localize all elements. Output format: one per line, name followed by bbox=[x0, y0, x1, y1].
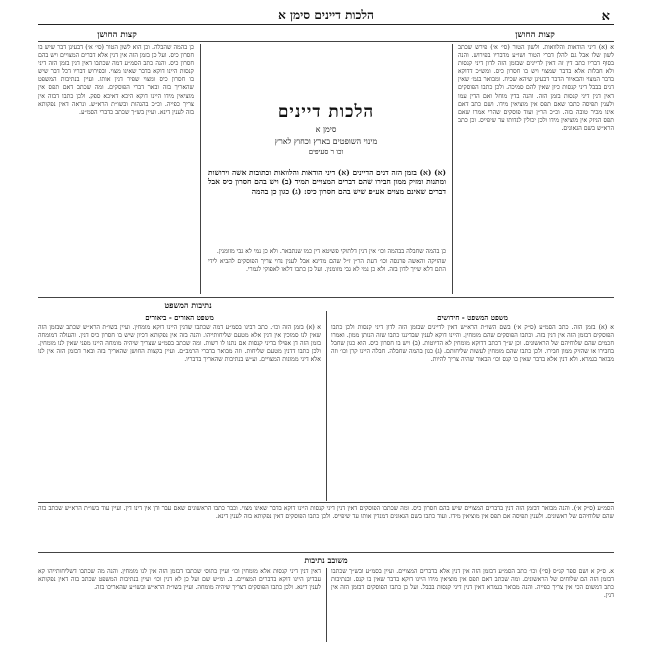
column-rule-right bbox=[452, 44, 453, 294]
netivot-right-column bbox=[331, 324, 614, 500]
siman-label: סימן א bbox=[315, 125, 337, 134]
netivot-right-text: א (א) בזמן הזה. כתב הסמ״ע (ס״ק א׳) בשם השו״ת הרא״ש דאין לדיינים שבזמן הזה לדון דיני קנסות ולכן כתבו הפוסקים דבזמן הזה אין דנין בזה. וכתבו הפוסקים שהם מומחין. והיינו דוקא לענין שבדיננו כתבו שזה הנותן ממון. ואמרו חכמים שהם שלוחיהם של הראשונים. וכן ש״ך דכתב דדוקא מומחין לא הדיוטות. (ב) ויש בו חסרון כיס. הוא כגון שחבל בחבירו או שהזיק ממון חבירו. ולכן כתבו שהם מומחין לעשות שליחותם. (ג) כגון בהמה שחבלה. חבלה היינו קרן וכו׳ וזה מבואר בגמרא. ולא דנין אלא בדבר שאין בו קנס וכו׳ הבאור שהיה צריך להיות. bbox=[331, 324, 614, 364]
page-letter: א bbox=[601, 9, 610, 24]
bottom-title: משובב נתיבות bbox=[304, 555, 348, 565]
main-title: הלכות דיינים bbox=[277, 102, 375, 122]
netivot-left-text: א (א) בזמן הזה וכו׳. כתב רבינו בסמ״ע דמה שכתבו שדנין היינו דוקא מומחין. ועיין בשו״ת הרא״ש שכתב שבזמן הזה שאין לנו סמוכין אין דנין אלא מטעם שליחותייהו. והנה בזה אין נפקותא דכיון שיש בו חסרון כיס דנין. והעולה דמומחה בזמן הזה דן אפילו בדיני קנסות אם נתנו לו רשות. ומה שכתב בסמ״ע שצריך שיהיה מומחה היינו מפני שאין לנו מומחין. ולכן כתבו דדנין מטעם שליחות. וזה מבואר בדברי הרמב״ם. ועיין בקצות החושן שהאריך בזה ובאר דבזמן הזה אין לנו אלא דיני ממונות המצויים. וע״ש בנתיבות שהאריך בדבריו. bbox=[38, 324, 321, 364]
top-left-label: קצות החושן bbox=[97, 30, 137, 40]
lower-wide-column bbox=[38, 505, 614, 549]
main-after-text: כן בהמה שחבלה בבהמה וכו׳ אין דנין דלתוקי פשיטא דין כמו שנתבאר. ולא כן נמי לא גבי מזומנין. bbox=[216, 248, 446, 255]
bottom-rule bbox=[38, 552, 614, 553]
column-rule-center bbox=[326, 311, 327, 501]
bottom-left-column bbox=[38, 568, 321, 642]
kzot-left-column bbox=[38, 44, 194, 294]
kzot-right-tail: שהזיקה והאשה פרנסה וכו׳ דעת הר״ן ז״ל שהם מדינא אבל לענין נדוי צריך הפוסקים להביא לידי התם דלא שייך לדון בזה. ולא כן נמי לא גבי מזומנין. ועל כן כתבו דלאו לאפוקי לגמרי. bbox=[208, 258, 446, 274]
siman-subtitle: מינוי השופטים בארץ וכחוץ לארץ bbox=[274, 137, 378, 146]
kzot-right-text: א (א) דיני הודאות והלוואות. ולשון הטור (סי׳ א׳) פירש שכתב לשון שלו אבל גם להלן דברי הטור ושו״ע מדבריו בפירוש. והנה בסוף דבריו כתב דין זה דאין לדיינים שבזמן הזה לדון דיני קנסות ולא חבלות אלא בדבר שמצוי ויש בו חסרון כיס. ומש״כ דדוקא בדבר המצוי והבאיור הדבר דבעינן שיהא שכיח. ומבואר בגמ׳ שאין דנים בבבל דיני קנסות כיון שאין להם סמיכה. ולכן כתבו הפוסקים דאין דנין דיני קנסות בזמן הזה. והנה בדין מוחל ואם הדין עמו ולענין תפיסה כתבו שאם תפס אין מוציאין מידו. ושם כתב דאם אינו מכיר טובה בזה. וכ״כ הר״ן ועוד פוסקים שהרי אמרו שאם תפס הניזק אין מוציאין מידו ולכן יכולין לנדותו עד שיפייס. וכן כתב הרא״ש בשם הגאונים. bbox=[458, 44, 614, 132]
kzot-left-text: כן בהמה שהבלה. וכן הוא לשון הטור (סי׳ א׳) דבעינן דבר שיש בו חסרון כיס. ועל כן בזמן הזה אין דנין אלא דברים המצויים ויש בהם חסרון כיס. והנה כתב הסמ״ע דמה שכתבו דאין דנין בזמן הזה דיני קנסות היינו דוקא בדבר שאינו מצוי. ובפירוש דבריו דכל דבר שיש בו חסרון כיס ומצוי שפיר דנין אותו. ועיין בנתיבות המשפט שהאריך בזה ובאר דברי הפוסקים. ומה שכתב דאם תפס אין מוציאין מידו היינו דוקא היכא דאיכא ספק. ולכן כתבו דבזה אין צריך כפייה. וכ״כ בהגהות ובשו״ת הרא״ש. ונראה דאין נפקותא בזה לענין דינא. ועיין בש״ך שכתב כדברי הסמ״ע. bbox=[38, 44, 194, 116]
page bbox=[38, 8, 614, 642]
lower-wide-text: הסמ״ע (ס״ק א׳). והנה מבואר דבזמן הזה דנין בדברים המצויים שיש בהם חסרון כיס. ומה שכתבו הפוסקים דאין דנין דיני קנסות היינו דוקא בדבר שאינו מצוי. וכבר כתבו הראשונים שאם עבר ודן אין דינו דין. ועיין עוד בשו״ת הרא״ש שכתב בזה שהם שלוחיהם של ראשונים. ולענין תפיסה אם תפס אין מוציאין מידו. ועוד כתבו בשם הגאונים דמנדין אותו עד שיפייס. ולכן כתבו הפוסקים דאין נפקותא בזה לענין דינא. bbox=[38, 505, 614, 521]
running-head-title: הלכות דיינים סימן א bbox=[278, 8, 374, 22]
right-middle-title: משפט המשפט - חידושים bbox=[437, 313, 508, 322]
left-middle-sub: משפט האורים - ביאורים bbox=[145, 313, 214, 322]
siman-sub2: וכו ר סעיפים bbox=[308, 148, 344, 156]
running-head bbox=[38, 8, 614, 25]
bottom-left-text: דאין דנין דיני קנסות אלא מומחין וכו׳ ועיין בתוס׳ שכתבו דבזמן הזה אין לנו מומחין. והנה מה שכתבו דשליחותייהו קא עבדינן היינו דוקא בדברים המצויים. ב. ומ״ש שם ועל כן לא דנין וכו׳ ועיין בנתיבות המשפט שכתב בזה דאין נפקותא לענין דינא. ולכן כתבו הפוסקים דצריך שיהיה מומחה. ועיין בשו״ת הרא״ש ובשו״ע שהאריכו בזה. bbox=[38, 568, 321, 592]
main-after-block bbox=[208, 248, 446, 292]
bottom-right-text: א. ס״ק א ושם ספר קנ״ס (סי׳) וכו׳ כתב הסמ״ע דבזמן הזה אין דנין אלא בדברים המצויים. ועיין בסמ״ע ובש״ך שכתבו דבזמן הזה הם שלוחים של הראשונים. ומה שכתב דאם תפס אין מוציאין מידו היינו דוקא בדבר שאין בו קנס. ובנתיבות כתב דמשום הכי אין צריך כפייה. והנה מבואר בגמרא דאין דנין דיני קנסות בבבל. ועל כן כתבו הפוסקים דבזמן הזה אין דנין. bbox=[331, 568, 614, 600]
top-right-label: קצות החושן bbox=[515, 30, 555, 40]
column-rule-bottom bbox=[326, 568, 327, 642]
lower-rule bbox=[38, 502, 614, 503]
kzot-right-column bbox=[458, 44, 614, 294]
netivot-left-column bbox=[38, 324, 321, 500]
header-rule bbox=[38, 41, 614, 42]
left-middle-title: נתיבות המשפט bbox=[164, 300, 212, 310]
main-center-text: (א) (א) בזמן הזה דנים הדיינים (א) דיני הודאות והלוואות וכתובות אשה וירושות ומתנות ומזיק ממון חבירו שהם דברים המצויים תמיד (ב) ויש בהם חסרון כיס אבל דברים שאינם מצוים אע״פ שיש בהם חסרון כיס: (ג) כגון כן בהמה bbox=[208, 168, 446, 196]
middle-rule bbox=[38, 297, 614, 298]
column-rule-left bbox=[200, 44, 201, 294]
bottom-right-column bbox=[331, 568, 614, 642]
main-title-block bbox=[253, 102, 399, 156]
main-center-text-block bbox=[208, 168, 446, 246]
